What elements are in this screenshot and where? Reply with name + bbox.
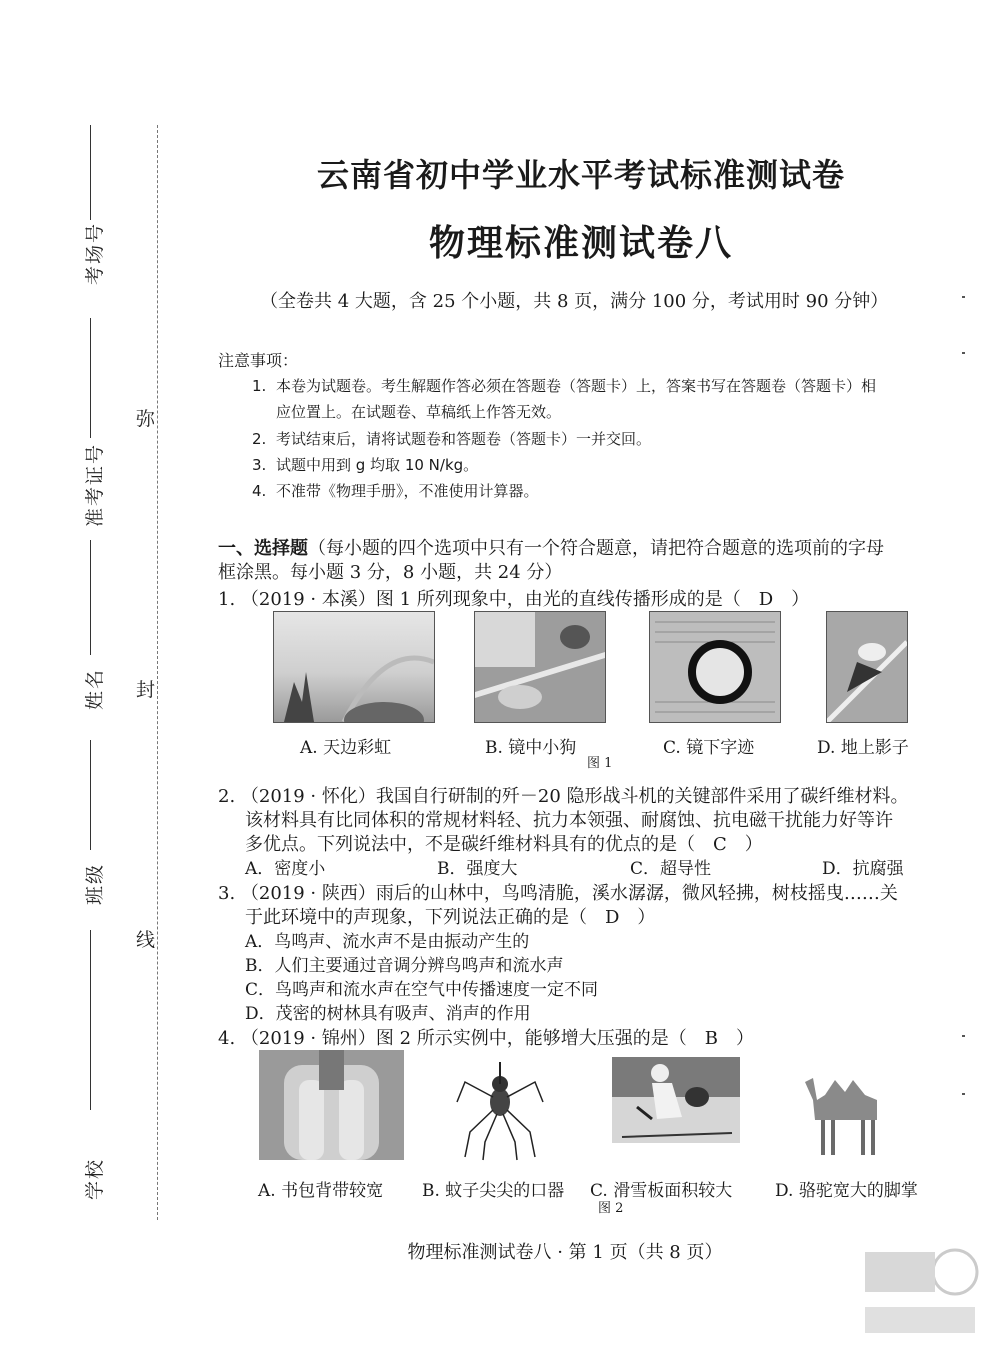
note-number: 4. xyxy=(252,482,267,500)
question-2-option: B．强度大 xyxy=(437,859,518,879)
field-label-ticket-number: 准考证号 xyxy=(84,442,106,527)
photo-rainbow xyxy=(273,611,435,723)
field-label-class: 班级 xyxy=(84,862,106,905)
scan-mark xyxy=(962,1093,965,1095)
question-3-option: B．人们主要通过音调分辨鸟鸣声和流水声 xyxy=(245,956,564,976)
magnifier-icon xyxy=(650,612,780,722)
section-instruction: 框涂黑。每小题 3 分，8 小题，共 24 分） xyxy=(218,562,563,583)
exam-paper-title: 物理标准测试卷八 xyxy=(428,222,733,264)
note-text: 考试结束后，请将试题卷和答题卷（答题卡）一并交回。 xyxy=(276,430,652,448)
figure-label: 图 1 xyxy=(587,756,613,771)
note-item xyxy=(252,454,478,475)
seal-char: 线 xyxy=(136,929,156,951)
note-text: 试题中用到 g 均取 10 N/kg。 xyxy=(276,456,479,474)
photo-shadow xyxy=(826,611,908,723)
notes-title: 注意事项： xyxy=(218,351,299,370)
skier-icon xyxy=(612,1057,740,1143)
watermark-icon xyxy=(860,1237,980,1347)
section-instruction: （每小题的四个选项中只有一个符合题意，请把符合题意的选项前的字母 xyxy=(308,538,884,559)
note-item xyxy=(252,480,539,501)
note-item xyxy=(252,428,651,449)
photo-dog-mirror xyxy=(474,611,606,723)
question-3-option: D．茂密的树林具有吸声、消声的作用 xyxy=(245,1004,531,1024)
figure-caption: D. 骆驼宽大的脚掌 xyxy=(775,1181,918,1201)
question-2-option: C．超导性 xyxy=(630,859,712,879)
field-label-exam-room: 考场号 xyxy=(84,221,106,285)
figure-caption: D. 地上影子 xyxy=(817,738,909,758)
camel-icon xyxy=(795,1060,890,1160)
backpack-icon xyxy=(259,1050,404,1160)
question-3-option: C．鸟鸣声和流水声在空气中传播速度一定不同 xyxy=(245,980,599,1000)
note-text: 不准带《物理手册》，不准使用计算器。 xyxy=(276,482,539,500)
seal-dashed-line xyxy=(157,125,158,1220)
field-line xyxy=(90,540,91,655)
figure-caption: C. 镜下字迹 xyxy=(663,738,755,758)
note-text: 本卷为试题卷。考生解题作答必须在答题卷（答题卡）上，答案书写在答题卷（答题卡）相 xyxy=(276,377,877,395)
exam-info: （全卷共 4 大题，含 25 个小题，共 8 页，满分 100 分，考试用时 90 分钟） xyxy=(260,291,889,312)
question-2-stem: 该材料具有比同体积的常规材料轻、抗力本领强、耐腐蚀、抗电磁干扰能力好等许 xyxy=(245,810,893,831)
page-footer: 物理标准测试卷八 · 第 1 页（共 8 页） xyxy=(407,1242,723,1263)
question-4-stem: 4. （2019 · 锦州）图 2 所示实例中，能够增大压强的是（ B ） xyxy=(218,1028,754,1049)
note-text-continued: 应位置上。在试题卷、草稿纸上作答无效。 xyxy=(276,403,562,421)
seal-char: 封 xyxy=(136,679,156,701)
question-2-option: D．抗腐强 xyxy=(822,859,904,879)
figure-caption: B. 镜中小狗 xyxy=(485,738,577,758)
question-2-stem: 2. （2019 · 怀化）我国自行研制的歼－20 隐形战斗机的关键部件采用了碳纤维材料。 xyxy=(218,786,909,807)
figure-caption: A. 天边彩虹 xyxy=(300,738,392,758)
field-line xyxy=(90,930,91,1110)
photo-mosquito xyxy=(455,1062,545,1162)
note-number: 2. xyxy=(252,430,267,448)
shadow-icon xyxy=(827,612,907,722)
photo-magnifier xyxy=(649,611,781,723)
seal-char: 弥 xyxy=(136,408,156,430)
exam-series-title: 云南省初中学业水平考试标准测试卷 xyxy=(316,156,845,194)
section-heading xyxy=(218,537,950,585)
scan-mark xyxy=(962,352,965,354)
photo-backpack xyxy=(259,1050,404,1160)
dog-icon xyxy=(475,612,605,722)
field-line xyxy=(90,740,91,850)
question-2-option: A．密度小 xyxy=(245,859,326,879)
figure-label: 图 2 xyxy=(598,1201,624,1216)
photo-camel xyxy=(795,1060,890,1160)
figure-caption: A. 书包背带较宽 xyxy=(258,1181,384,1201)
watermark-logo xyxy=(860,1237,980,1347)
field-label-name: 姓名 xyxy=(84,667,106,710)
scan-mark xyxy=(962,296,965,298)
rainbow-icon xyxy=(274,612,434,722)
figure-caption: B. 蚊子尖尖的口器 xyxy=(422,1181,565,1201)
question-2-stem: 多优点。下列说法中，不是碳纤维材料具有的优点的是（ C ） xyxy=(245,834,763,855)
question-3-option: A．鸟鸣声、流水声不是由振动产生的 xyxy=(245,932,530,952)
note-item xyxy=(252,375,876,396)
field-line xyxy=(90,318,91,438)
figure-caption: C. 滑雪板面积较大 xyxy=(590,1181,733,1201)
question-1-stem: 1. （2019 · 本溪）图 1 所列现象中，由光的直线传播形成的是（ D ） xyxy=(218,589,810,610)
note-number: 1. xyxy=(252,377,267,395)
mosquito-icon xyxy=(455,1062,545,1162)
field-label-school: 学校 xyxy=(84,1157,106,1200)
section-title: 一、选择题 xyxy=(218,538,308,559)
question-3-stem: 3. （2019 · 陕西）雨后的山林中，鸟鸣清脆，溪水潺潺，微风轻拂，树枝摇曳……关 xyxy=(218,883,898,904)
question-3-stem: 于此环境中的声现象，下列说法正确的是（ D ） xyxy=(245,907,656,928)
note-number: 3. xyxy=(252,456,267,474)
photo-skier xyxy=(612,1057,740,1143)
scan-mark xyxy=(962,1035,965,1037)
